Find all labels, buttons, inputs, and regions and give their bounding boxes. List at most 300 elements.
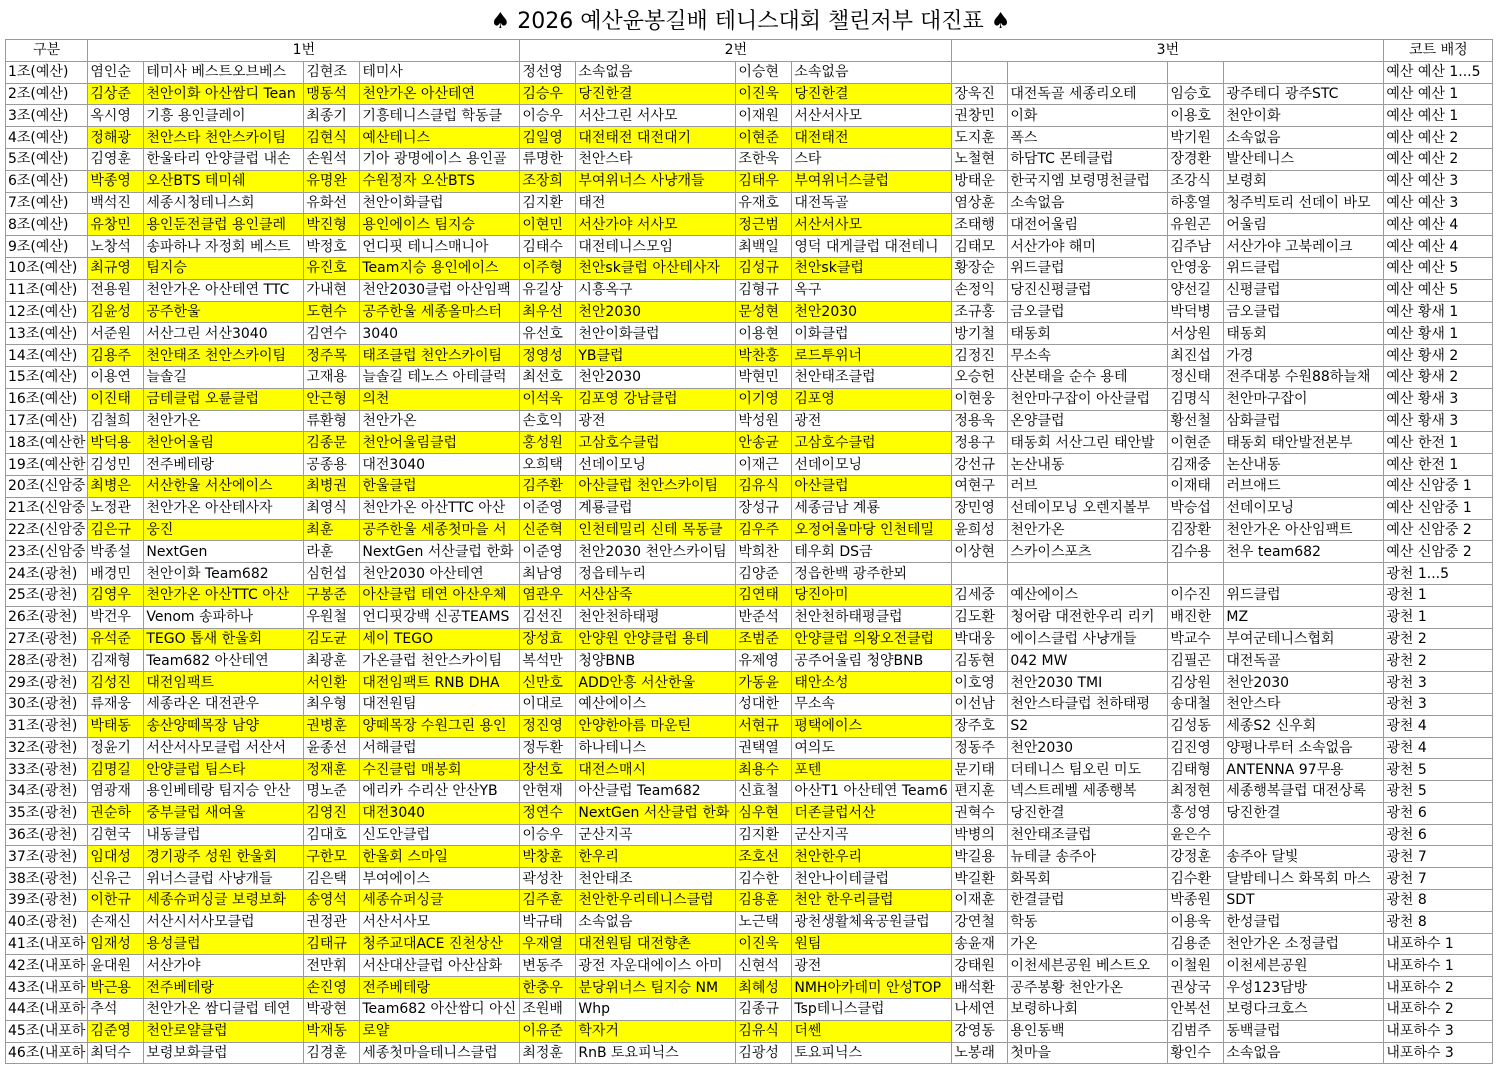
cell-a1[interactable]: 윤대원	[88, 955, 144, 977]
cell-a1[interactable]: 김성진	[88, 672, 144, 694]
cell-a5[interactable]	[952, 563, 1008, 585]
cell-b1[interactable]: 천안가온 쌈디클럽 테연	[144, 999, 304, 1021]
cell-b4[interactable]: Tsp테니스클럽	[792, 999, 952, 1021]
cell-a4[interactable]: 박희찬	[736, 541, 792, 563]
cell-a3[interactable]: 정선영	[520, 61, 576, 83]
cell-b1[interactable]: 경기광주 성원 한울회	[144, 846, 304, 868]
cell-a3[interactable]: 류명한	[520, 148, 576, 170]
cell-a5[interactable]: 정동주	[952, 737, 1008, 759]
cell-a4[interactable]: 장성규	[736, 497, 792, 519]
cell-a6[interactable]: 김상원	[1168, 672, 1224, 694]
cell-a2[interactable]: 김연수	[304, 323, 360, 345]
cell-a5[interactable]: 노철현	[952, 148, 1008, 170]
cell-a4[interactable]: 김우주	[736, 519, 792, 541]
cell-b6[interactable]: 세종S2 신우회	[1224, 715, 1384, 737]
cell-a5[interactable]: 정용구	[952, 432, 1008, 454]
cell-a3[interactable]: 최남영	[520, 563, 576, 585]
cell-b6[interactable]: 대전독골	[1224, 650, 1384, 672]
cell-b3[interactable]: 계룡클럽	[576, 497, 736, 519]
cell-b2[interactable]: 대전3040	[360, 802, 520, 824]
cell-a5[interactable]: 이선남	[952, 693, 1008, 715]
cell-a1[interactable]: 손재신	[88, 911, 144, 933]
cell-b6[interactable]: 신평클럽	[1224, 279, 1384, 301]
cell-g[interactable]: 27조(광천)	[6, 628, 88, 650]
cell-a6[interactable]: 윤은수	[1168, 824, 1224, 846]
cell-g[interactable]: 44조(내포하	[6, 999, 88, 1021]
cell-b1[interactable]: 서산한울 서산에이스	[144, 475, 304, 497]
cell-c[interactable]: 광천 7	[1384, 868, 1493, 890]
cell-a4[interactable]: 유재호	[736, 192, 792, 214]
cell-b4[interactable]: 부여위너스클럽	[792, 170, 952, 192]
cell-b3[interactable]: 천안한우리테니스클럽	[576, 890, 736, 912]
cell-b6[interactable]: 우성123담방	[1224, 977, 1384, 999]
cell-b4[interactable]: 천안나이테클럽	[792, 868, 952, 890]
cell-a3[interactable]: 신준혁	[520, 519, 576, 541]
cell-b6[interactable]: 천안스타	[1224, 693, 1384, 715]
cell-a6[interactable]: 박승섭	[1168, 497, 1224, 519]
cell-b6[interactable]: 당진한결	[1224, 802, 1384, 824]
cell-b3[interactable]: 안양한아름 마운틴	[576, 715, 736, 737]
cell-a5[interactable]: 송윤재	[952, 933, 1008, 955]
cell-b2[interactable]: Team682 아산쌈디 아신	[360, 999, 520, 1021]
cell-b4[interactable]: 광전	[792, 410, 952, 432]
cell-b2[interactable]: 천안어울림클럽	[360, 432, 520, 454]
cell-a4[interactable]: 신현석	[736, 955, 792, 977]
cell-b5[interactable]: 한결클럽	[1008, 890, 1168, 912]
cell-b3[interactable]: 천안스타	[576, 148, 736, 170]
cell-b5[interactable]: 용인동백	[1008, 1020, 1168, 1042]
cell-a4[interactable]: 이용현	[736, 323, 792, 345]
cell-b4[interactable]: 로드투위너	[792, 345, 952, 367]
cell-a6[interactable]: 김진영	[1168, 737, 1224, 759]
cell-b2[interactable]: 언디핏강백 신공TEAMS	[360, 606, 520, 628]
cell-b5[interactable]: S2	[1008, 715, 1168, 737]
cell-b1[interactable]: 전주베테랑	[144, 454, 304, 476]
cell-b3[interactable]: YB클럽	[576, 345, 736, 367]
cell-a5[interactable]: 강선규	[952, 454, 1008, 476]
cell-g[interactable]: 45조(내포하	[6, 1020, 88, 1042]
cell-b3[interactable]: 정읍테누리	[576, 563, 736, 585]
cell-b1[interactable]: 용인둔전클럽 용인클레	[144, 214, 304, 236]
cell-b5[interactable]: 러브	[1008, 475, 1168, 497]
cell-g[interactable]: 23조(신암중	[6, 541, 88, 563]
cell-a6[interactable]: 김필곤	[1168, 650, 1224, 672]
cell-b1[interactable]: 송산양떼목장 남양	[144, 715, 304, 737]
cell-b3[interactable]: 대전테니스모임	[576, 236, 736, 258]
cell-a2[interactable]: 심헌섭	[304, 563, 360, 585]
cell-a6[interactable]: 이현준	[1168, 432, 1224, 454]
cell-c[interactable]: 광천 3	[1384, 693, 1493, 715]
cell-a5[interactable]: 이재훈	[952, 890, 1008, 912]
cell-a5[interactable]: 조태행	[952, 214, 1008, 236]
cell-a3[interactable]: 안현재	[520, 781, 576, 803]
cell-a1[interactable]: 김은규	[88, 519, 144, 541]
cell-c[interactable]: 내포하수 3	[1384, 1020, 1493, 1042]
cell-a2[interactable]: 권정관	[304, 911, 360, 933]
cell-a2[interactable]: 최종기	[304, 105, 360, 127]
cell-b1[interactable]: 위너스클럽 사냥개들	[144, 868, 304, 890]
cell-b1[interactable]: 세종라온 대전관우	[144, 693, 304, 715]
cell-b2[interactable]: 수진클럽 매봉회	[360, 759, 520, 781]
cell-a4[interactable]: 박현민	[736, 366, 792, 388]
cell-b3[interactable]: 서산삼죽	[576, 584, 736, 606]
cell-a5[interactable]: 권창민	[952, 105, 1008, 127]
cell-b2[interactable]: 예산테니스	[360, 127, 520, 149]
cell-a4[interactable]: 이현준	[736, 127, 792, 149]
cell-a5[interactable]: 방기철	[952, 323, 1008, 345]
cell-a6[interactable]: 이수진	[1168, 584, 1224, 606]
cell-a3[interactable]: 박창훈	[520, 846, 576, 868]
cell-b6[interactable]: MZ	[1224, 606, 1384, 628]
cell-b4[interactable]: 광전	[792, 955, 952, 977]
cell-a2[interactable]: 유명완	[304, 170, 360, 192]
cell-b3[interactable]: 광전 자운대에이스 아미	[576, 955, 736, 977]
cell-c[interactable]: 예산 예산 4	[1384, 236, 1493, 258]
cell-a3[interactable]: 정진영	[520, 715, 576, 737]
cell-a4[interactable]: 김연태	[736, 584, 792, 606]
cell-b6[interactable]: 천안가온 소정클럽	[1224, 933, 1384, 955]
cell-c[interactable]: 내포하수 3	[1384, 1042, 1493, 1064]
cell-g[interactable]: 11조(예산)	[6, 279, 88, 301]
cell-b5[interactable]: 온양클럽	[1008, 410, 1168, 432]
cell-g[interactable]: 43조(내포하	[6, 977, 88, 999]
cell-a1[interactable]: 박덕용	[88, 432, 144, 454]
cell-b4[interactable]: 영덕 대게클럽 대전테니	[792, 236, 952, 258]
cell-g[interactable]: 35조(광천)	[6, 802, 88, 824]
cell-b2[interactable]: 늘솔길 테노스 아테클럭	[360, 366, 520, 388]
cell-b2[interactable]: 로얄	[360, 1020, 520, 1042]
cell-b2[interactable]: Team지승 용인에이스	[360, 257, 520, 279]
cell-b6[interactable]: 송주아 달빛	[1224, 846, 1384, 868]
cell-b2[interactable]: 전주베테랑	[360, 977, 520, 999]
cell-b1[interactable]: 금테클럽 오륜클럽	[144, 388, 304, 410]
cell-c[interactable]: 광천 5	[1384, 781, 1493, 803]
cell-b1[interactable]: 서산서사모클럽 서산서	[144, 737, 304, 759]
cell-c[interactable]: 내포하수 2	[1384, 977, 1493, 999]
cell-a3[interactable]: 우재열	[520, 933, 576, 955]
cell-b5[interactable]: 한국지엠 보령명천클럽	[1008, 170, 1168, 192]
cell-b1[interactable]: 공주한울	[144, 301, 304, 323]
cell-g[interactable]: 3조(예산)	[6, 105, 88, 127]
cell-a5[interactable]: 박병의	[952, 824, 1008, 846]
cell-g[interactable]: 7조(예산)	[6, 192, 88, 214]
cell-b4[interactable]: 천안천하태평클럽	[792, 606, 952, 628]
cell-a5[interactable]: 나세연	[952, 999, 1008, 1021]
cell-b2[interactable]: 가온클럽 천안스카이팀	[360, 650, 520, 672]
cell-b6[interactable]: 러브애드	[1224, 475, 1384, 497]
cell-a6[interactable]: 김수환	[1168, 868, 1224, 890]
cell-b5[interactable]: 대전독골 세종리오테	[1008, 83, 1168, 105]
cell-b5[interactable]: 천안태조클럽	[1008, 824, 1168, 846]
cell-b6[interactable]: 서산가야 고북레이크	[1224, 236, 1384, 258]
cell-a6[interactable]: 이철원	[1168, 955, 1224, 977]
cell-b4[interactable]: 천안sk클럽	[792, 257, 952, 279]
cell-b6[interactable]: 위드클럽	[1224, 257, 1384, 279]
cell-b1[interactable]: 천안태조 천안스카이팀	[144, 345, 304, 367]
cell-b4[interactable]: 공주어울림 청양BNB	[792, 650, 952, 672]
cell-b3[interactable]: 인천테밀리 신테 목동클	[576, 519, 736, 541]
cell-a5[interactable]: 문기태	[952, 759, 1008, 781]
cell-a6[interactable]: 김태형	[1168, 759, 1224, 781]
cell-b2[interactable]: 대전원팀	[360, 693, 520, 715]
cell-g[interactable]: 10조(예산)	[6, 257, 88, 279]
cell-a2[interactable]: 우원철	[304, 606, 360, 628]
cell-a4[interactable]: 이진욱	[736, 933, 792, 955]
cell-b4[interactable]: 소속없음	[792, 61, 952, 83]
cell-b4[interactable]: 천안 한우리클럽	[792, 890, 952, 912]
cell-c[interactable]: 광천 8	[1384, 890, 1493, 912]
cell-a2[interactable]: 유진호	[304, 257, 360, 279]
cell-a6[interactable]: 최진섭	[1168, 345, 1224, 367]
cell-a2[interactable]: 박정호	[304, 236, 360, 258]
cell-b1[interactable]: 보령보화클럽	[144, 1042, 304, 1064]
cell-c[interactable]: 광천 2	[1384, 628, 1493, 650]
cell-b4[interactable]: 세종금남 계룡	[792, 497, 952, 519]
cell-a4[interactable]: 김유식	[736, 475, 792, 497]
cell-b1[interactable]: Team682 아산테연	[144, 650, 304, 672]
cell-c[interactable]: 예산 예산 2	[1384, 127, 1493, 149]
cell-b1[interactable]: 오산BTS 테미쉐	[144, 170, 304, 192]
cell-a4[interactable]: 김수한	[736, 868, 792, 890]
cell-b6[interactable]: 삼화클럽	[1224, 410, 1384, 432]
cell-a2[interactable]: 라훈	[304, 541, 360, 563]
cell-b2[interactable]: 아산클럽 테연 아산우체	[360, 584, 520, 606]
cell-c[interactable]: 예산 예산 2	[1384, 148, 1493, 170]
cell-a6[interactable]: 안복선	[1168, 999, 1224, 1021]
cell-c[interactable]: 예산 신암중 1	[1384, 497, 1493, 519]
cell-a3[interactable]: 이주형	[520, 257, 576, 279]
cell-b2[interactable]: 한울회 스마일	[360, 846, 520, 868]
cell-b5[interactable]: 폭스	[1008, 127, 1168, 149]
cell-g[interactable]: 2조(예산)	[6, 83, 88, 105]
cell-a4[interactable]: 김성규	[736, 257, 792, 279]
cell-b4[interactable]: 당진아미	[792, 584, 952, 606]
cell-b4[interactable]: 아산클럽	[792, 475, 952, 497]
cell-a6[interactable]: 이재태	[1168, 475, 1224, 497]
cell-a5[interactable]: 김태모	[952, 236, 1008, 258]
cell-c[interactable]: 예산 예산 1	[1384, 105, 1493, 127]
cell-c[interactable]: 예산 황새 2	[1384, 345, 1493, 367]
cell-a4[interactable]: 노근택	[736, 911, 792, 933]
cell-b5[interactable]: 학동	[1008, 911, 1168, 933]
cell-a4[interactable]: 이기영	[736, 388, 792, 410]
cell-b6[interactable]: 부여군테니스협회	[1224, 628, 1384, 650]
cell-a1[interactable]: 류재웅	[88, 693, 144, 715]
cell-a1[interactable]: 김영우	[88, 584, 144, 606]
cell-b2[interactable]: 천안가온 아산TTC 아산	[360, 497, 520, 519]
cell-b4[interactable]: 옥구	[792, 279, 952, 301]
cell-a2[interactable]: 최병권	[304, 475, 360, 497]
cell-b5[interactable]: 위드클럽	[1008, 257, 1168, 279]
cell-a2[interactable]: 권병훈	[304, 715, 360, 737]
cell-b4[interactable]: NMH아카데미 안성TOP	[792, 977, 952, 999]
cell-b4[interactable]: 정읍한백 광주한뫼	[792, 563, 952, 585]
cell-g[interactable]: 15조(예산)	[6, 366, 88, 388]
cell-b2[interactable]: 천안2030클럽 아산임팩	[360, 279, 520, 301]
cell-b2[interactable]: 태조클럽 천안스카이팀	[360, 345, 520, 367]
cell-a4[interactable]: 이진욱	[736, 83, 792, 105]
cell-a1[interactable]: 김명길	[88, 759, 144, 781]
cell-a2[interactable]: 맹동석	[304, 83, 360, 105]
cell-a1[interactable]: 정윤기	[88, 737, 144, 759]
cell-a4[interactable]: 김형규	[736, 279, 792, 301]
cell-a4[interactable]: 최용수	[736, 759, 792, 781]
cell-a5[interactable]: 염상훈	[952, 192, 1008, 214]
cell-b3[interactable]: 소속없음	[576, 61, 736, 83]
cell-a4[interactable]: 반준석	[736, 606, 792, 628]
header-col3[interactable]: 3번	[952, 40, 1384, 62]
cell-a1[interactable]: 옥시영	[88, 105, 144, 127]
cell-a4[interactable]: 김태우	[736, 170, 792, 192]
cell-b1[interactable]: 내동클럽	[144, 824, 304, 846]
cell-b1[interactable]: 전주베테랑	[144, 977, 304, 999]
cell-b6[interactable]: 천안2030	[1224, 672, 1384, 694]
cell-a3[interactable]: 김태수	[520, 236, 576, 258]
cell-b6[interactable]: 이천세븐공원	[1224, 955, 1384, 977]
cell-a1[interactable]: 유창민	[88, 214, 144, 236]
cell-a2[interactable]: 김현식	[304, 127, 360, 149]
cell-a3[interactable]: 조원배	[520, 999, 576, 1021]
cell-a3[interactable]: 한충우	[520, 977, 576, 999]
cell-a6[interactable]: 권상국	[1168, 977, 1224, 999]
cell-a3[interactable]: 김일영	[520, 127, 576, 149]
cell-b5[interactable]: 소속없음	[1008, 192, 1168, 214]
cell-g[interactable]: 46조(내포하	[6, 1042, 88, 1064]
cell-a1[interactable]: 유석준	[88, 628, 144, 650]
cell-a5[interactable]: 박길환	[952, 868, 1008, 890]
cell-a5[interactable]: 김도환	[952, 606, 1008, 628]
cell-b6[interactable]: 천안마구잡이	[1224, 388, 1384, 410]
cell-a1[interactable]: 임대성	[88, 846, 144, 868]
cell-b2[interactable]: 부여에이스	[360, 868, 520, 890]
cell-b3[interactable]: 천안2030	[576, 366, 736, 388]
cell-a3[interactable]: 최선호	[520, 366, 576, 388]
cell-a6[interactable]: 최정현	[1168, 781, 1224, 803]
cell-b1[interactable]: 천안이화 아산쌈디 Tean	[144, 83, 304, 105]
cell-b3[interactable]: 시흥옥구	[576, 279, 736, 301]
cell-a4[interactable]: 성대한	[736, 693, 792, 715]
cell-a6[interactable]: 김용준	[1168, 933, 1224, 955]
cell-a5[interactable]: 김세중	[952, 584, 1008, 606]
cell-b1[interactable]: 한울타리 안양클럽 내손	[144, 148, 304, 170]
cell-b6[interactable]: 보령다크호스	[1224, 999, 1384, 1021]
cell-a6[interactable]: 김주남	[1168, 236, 1224, 258]
cell-a4[interactable]: 김지환	[736, 824, 792, 846]
cell-a6[interactable]: 박교수	[1168, 628, 1224, 650]
cell-b2[interactable]: 세이 TEGO	[360, 628, 520, 650]
cell-a6[interactable]: 배진한	[1168, 606, 1224, 628]
cell-b3[interactable]: 서산가야 서사모	[576, 214, 736, 236]
cell-b2[interactable]: 수원정자 오산BTS	[360, 170, 520, 192]
cell-a2[interactable]: 고재용	[304, 366, 360, 388]
cell-b6[interactable]: 청주빅토리 선데이 바모	[1224, 192, 1384, 214]
cell-a5[interactable]: 도지훈	[952, 127, 1008, 149]
cell-a1[interactable]: 배경민	[88, 563, 144, 585]
cell-a5[interactable]: 방태운	[952, 170, 1008, 192]
cell-b6[interactable]: 금오클럽	[1224, 301, 1384, 323]
cell-a5[interactable]: 손정익	[952, 279, 1008, 301]
cell-b5[interactable]: 첫마을	[1008, 1042, 1168, 1064]
cell-a6[interactable]: 황인수	[1168, 1042, 1224, 1064]
cell-b3[interactable]: 학자거	[576, 1020, 736, 1042]
cell-b5[interactable]: 천안마구잡이 아산클럽	[1008, 388, 1168, 410]
cell-a3[interactable]: 오희택	[520, 454, 576, 476]
cell-g[interactable]: 5조(예산)	[6, 148, 88, 170]
cell-c[interactable]: 예산 한전 1	[1384, 454, 1493, 476]
cell-b4[interactable]: 당진한결	[792, 83, 952, 105]
cell-b6[interactable]: 천우 team682	[1224, 541, 1384, 563]
cell-g[interactable]: 6조(예산)	[6, 170, 88, 192]
cell-a5[interactable]: 여현구	[952, 475, 1008, 497]
cell-a4[interactable]: 이재근	[736, 454, 792, 476]
cell-g[interactable]: 40조(광천)	[6, 911, 88, 933]
cell-c[interactable]: 예산 예산 5	[1384, 257, 1493, 279]
cell-b4[interactable]: 테우회 DS금	[792, 541, 952, 563]
cell-b3[interactable]: 천안태조	[576, 868, 736, 890]
cell-g[interactable]: 22조(신암중	[6, 519, 88, 541]
cell-b4[interactable]: 광천생활체육공원클럽	[792, 911, 952, 933]
cell-c[interactable]: 내포하수 1	[1384, 933, 1493, 955]
cell-b4[interactable]: 선데이모닝	[792, 454, 952, 476]
cell-b5[interactable]	[1008, 563, 1168, 585]
cell-a4[interactable]: 박찬홍	[736, 345, 792, 367]
cell-b2[interactable]: 3040	[360, 323, 520, 345]
cell-a2[interactable]: 구한모	[304, 846, 360, 868]
cell-a2[interactable]: 김태규	[304, 933, 360, 955]
cell-a2[interactable]: 최우형	[304, 693, 360, 715]
cell-b1[interactable]: 천안이화 Team682	[144, 563, 304, 585]
cell-b6[interactable]: 세종행복클럽 대전상록	[1224, 781, 1384, 803]
cell-c[interactable]: 광천 8	[1384, 911, 1493, 933]
cell-a5[interactable]: 강영동	[952, 1020, 1008, 1042]
cell-b1[interactable]: 천안가온	[144, 410, 304, 432]
cell-b2[interactable]: NextGen 서산클럽 한화	[360, 541, 520, 563]
cell-b2[interactable]: 서산대산클럽 아산삼화	[360, 955, 520, 977]
cell-b1[interactable]: 서산그린 서산3040	[144, 323, 304, 345]
cell-b2[interactable]: 기아 광명에이스 용인골	[360, 148, 520, 170]
cell-b2[interactable]: 에리카 수리산 안산YB	[360, 781, 520, 803]
cell-c[interactable]: 광천 1...5	[1384, 563, 1493, 585]
header-court[interactable]: 코트 배정	[1384, 40, 1493, 62]
cell-b6[interactable]: 광주테디 광주STC	[1224, 83, 1384, 105]
cell-b3[interactable]: NextGen 서산클럽 한화	[576, 802, 736, 824]
cell-b1[interactable]: 천안가온 아산테사자	[144, 497, 304, 519]
cell-g[interactable]: 41조(내포하	[6, 933, 88, 955]
cell-b5[interactable]: 당진한결	[1008, 802, 1168, 824]
cell-c[interactable]: 광천 1	[1384, 584, 1493, 606]
cell-b3[interactable]: 분당위너스 팀지승 NM	[576, 977, 736, 999]
cell-a1[interactable]: 김용주	[88, 345, 144, 367]
cell-b3[interactable]: 당진한결	[576, 83, 736, 105]
cell-b2[interactable]: 언디핏 테니스매니아	[360, 236, 520, 258]
cell-b4[interactable]: 여의도	[792, 737, 952, 759]
cell-a2[interactable]: 전만휘	[304, 955, 360, 977]
cell-b3[interactable]: 천안천하태평	[576, 606, 736, 628]
cell-a6[interactable]: 강정훈	[1168, 846, 1224, 868]
cell-a4[interactable]: 신효철	[736, 781, 792, 803]
cell-a4[interactable]: 서현규	[736, 715, 792, 737]
cell-a4[interactable]: 이재원	[736, 105, 792, 127]
cell-b3[interactable]: Whp	[576, 999, 736, 1021]
cell-a2[interactable]: 도현수	[304, 301, 360, 323]
cell-a5[interactable]: 이상현	[952, 541, 1008, 563]
cell-b6[interactable]: 양평나루터 소속없음	[1224, 737, 1384, 759]
cell-b3[interactable]: 하나테니스	[576, 737, 736, 759]
cell-b1[interactable]: TEGO 톱새 한울회	[144, 628, 304, 650]
cell-a1[interactable]: 최규영	[88, 257, 144, 279]
cell-b6[interactable]: 천안이화	[1224, 105, 1384, 127]
cell-b4[interactable]: 안양클럽 의왕오전클럽	[792, 628, 952, 650]
